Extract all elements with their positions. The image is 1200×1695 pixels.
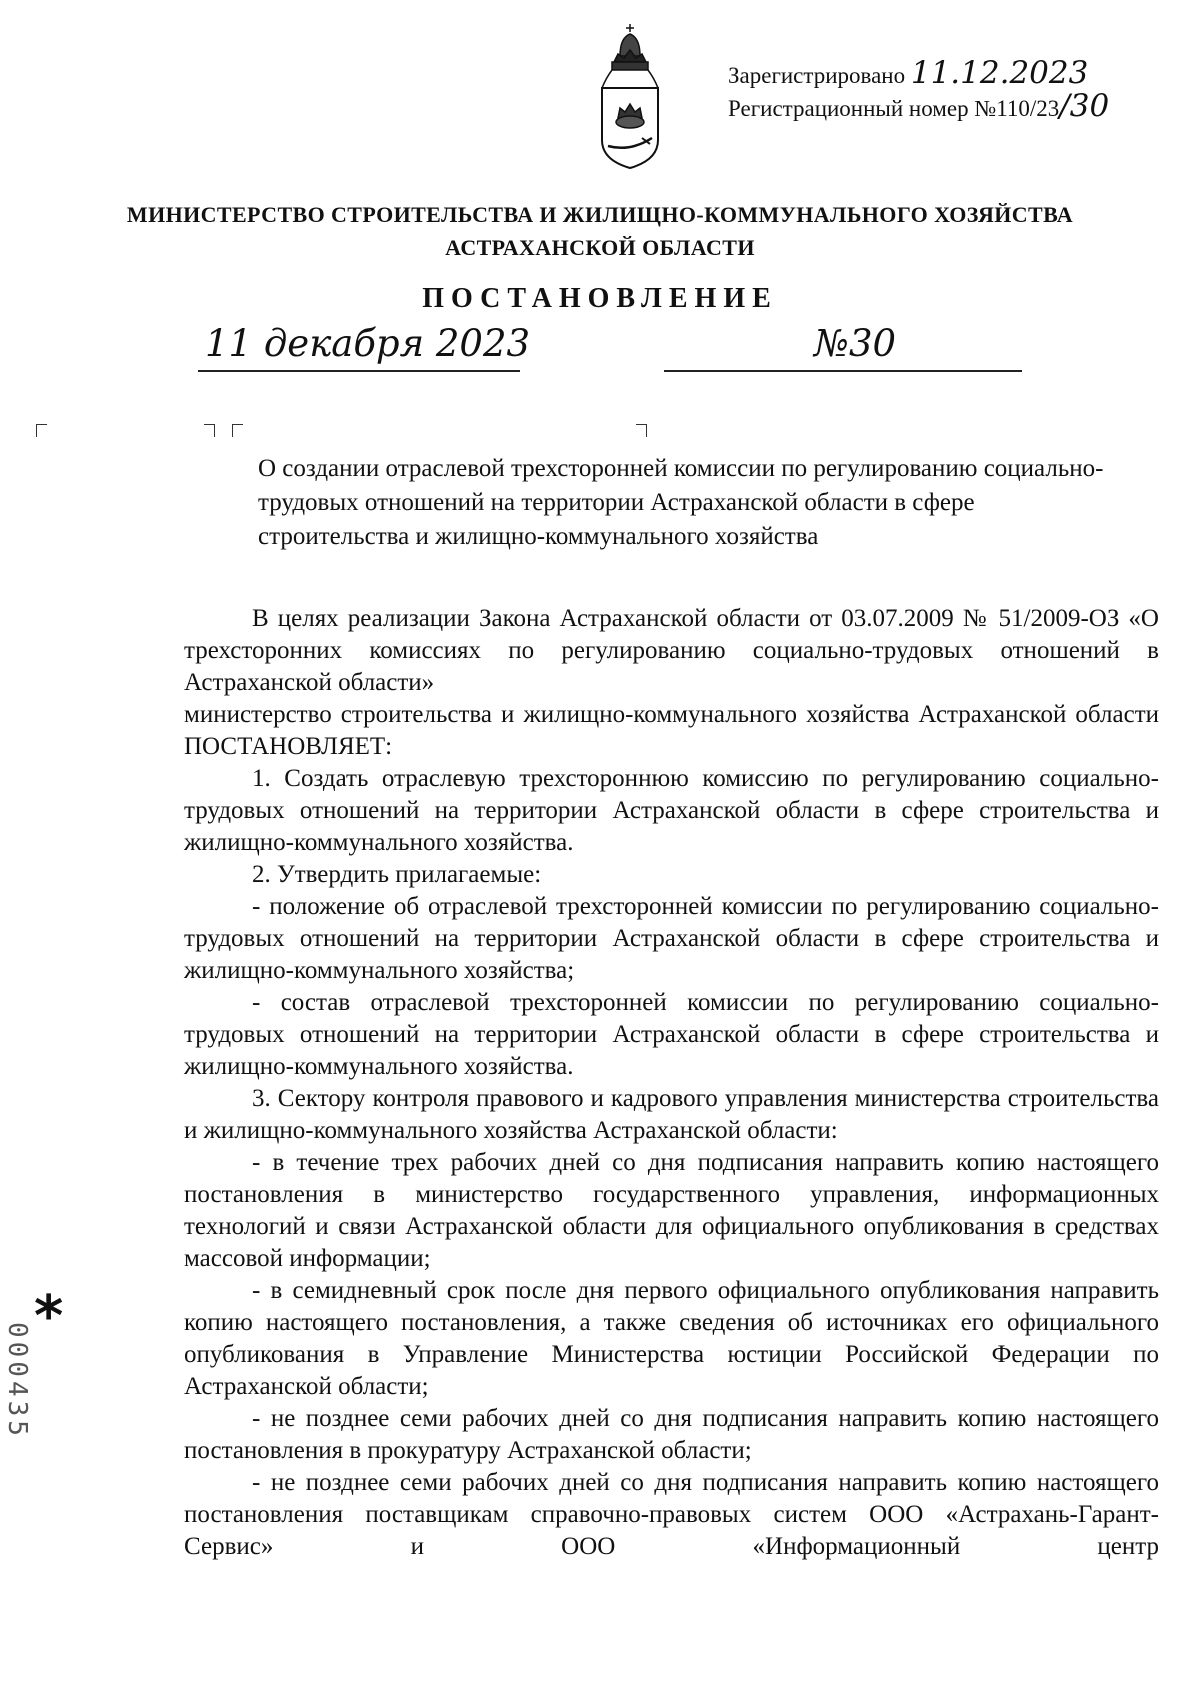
paragraph-item-3-prosecutor: - не позднее семи рабочих дней со дня подписания направить копию настоящего постановления в прокуратуру Астраханской области; — [184, 1405, 1159, 1464]
margin-serial-number: 000435 — [2, 1322, 32, 1440]
registered-label: Зарегистрировано — [728, 63, 906, 88]
registration-stamp — [728, 55, 1110, 124]
document-number-handwritten: №30 — [814, 322, 897, 365]
number-underline — [664, 370, 1022, 372]
corner-mark — [636, 424, 647, 437]
ministry-heading — [0, 198, 1200, 264]
document-title: ПОСТАНОВЛЕНИЕ — [422, 283, 778, 314]
reg-number-handwritten: /30 — [1059, 88, 1110, 124]
date-underline — [198, 370, 520, 372]
reg-number-label: Регистрационный номер №110/23 — [728, 96, 1060, 121]
paragraph-item-3: 3. Сектору контроля правового и кадрового управления министерства строительства и жилищно-коммунального хозяйства Астраханской области: — [184, 1085, 1159, 1144]
paragraph-item-3-justice: - в семидневный срок после дня первого официального опубликования направить копию настоящего постановления, а также сведения об источниках его официального опубликования в Управление Министерства юстиции Российской Федерации по Астраханской области; — [184, 1277, 1159, 1400]
registered-date-handwritten: 11.12.2023 — [910, 55, 1089, 91]
corner-mark — [36, 424, 47, 437]
corner-mark — [232, 424, 243, 437]
ministry-line-1: МИНИСТЕРСТВО СТРОИТЕЛЬСТВА И ЖИЛИЩНО-КОММУНАЛЬНОГО ХОЗЯЙСТВА — [126, 202, 1074, 227]
corner-mark — [204, 424, 215, 437]
reg-number-line — [728, 88, 1110, 124]
paragraph-item-3-publication: - в течение трех рабочих дней со дня подписания направить копию настоящего постановления в министерство государственного управления, информационных технологий и связи Астраханской области для официального опубликования в средствах массовой информации; — [184, 1149, 1159, 1272]
margin-asterisk: * — [34, 1284, 64, 1349]
paragraph-item-3-legal-systems: - не позднее семи рабочих дней со дня подписания направить копию настоящего постановления поставщикам справочно-правовых систем ООО «Астрахань-Гарант-Сервис» и ООО «Информационный центр — [184, 1469, 1159, 1560]
document-subject: О создании отраслевой трехсторонней комиссии по регулированию социально-трудовых отношений на территории Астраханской области в сфере строительства и жилищно-коммунального хозяйства — [258, 455, 1104, 550]
paragraph-preamble: В целях реализации Закона Астраханской области от 03.07.2009 № 51/2009-ОЗ «О трехсторонних комиссиях по регулированию социально-трудовых отношений в Астраханской области» — [184, 605, 1159, 696]
paragraph-item-2-composition: - состав отраслевой трехсторонней комиссии по регулированию социально-трудовых отношений на территории Астраханской области в сфере строительства и жилищно-коммунального хозяйства. — [184, 989, 1159, 1080]
coat-of-arms-emblem — [592, 22, 668, 172]
paragraph-decree: министерство строительства и жилищно-коммунального хозяйства Астраханской области ПОСТАНОВЛЯЕТ: — [184, 701, 1159, 760]
document-body — [184, 603, 1159, 1563]
document-date-handwritten: 11 декабря 2023 — [205, 322, 531, 365]
registered-line — [728, 55, 1109, 91]
paragraph-item-2-regulation: - положение об отраслевой трехсторонней комиссии по регулированию социально-трудовых отношений на территории Астраханской области в сфере строительства и жилищно-коммунального хозяйства; — [184, 893, 1159, 984]
paragraph-item-2: 2. Утвердить прилагаемые: — [252, 861, 542, 888]
ministry-line-2: АСТРАХАНСКОЙ ОБЛАСТИ — [445, 235, 755, 260]
paragraph-item-1: 1. Создать отраслевую трехстороннюю комиссию по регулированию социально-трудовых отношений на территории Астраханской области в сфере строительства и жилищно-коммунального хозяйства. — [184, 765, 1159, 856]
